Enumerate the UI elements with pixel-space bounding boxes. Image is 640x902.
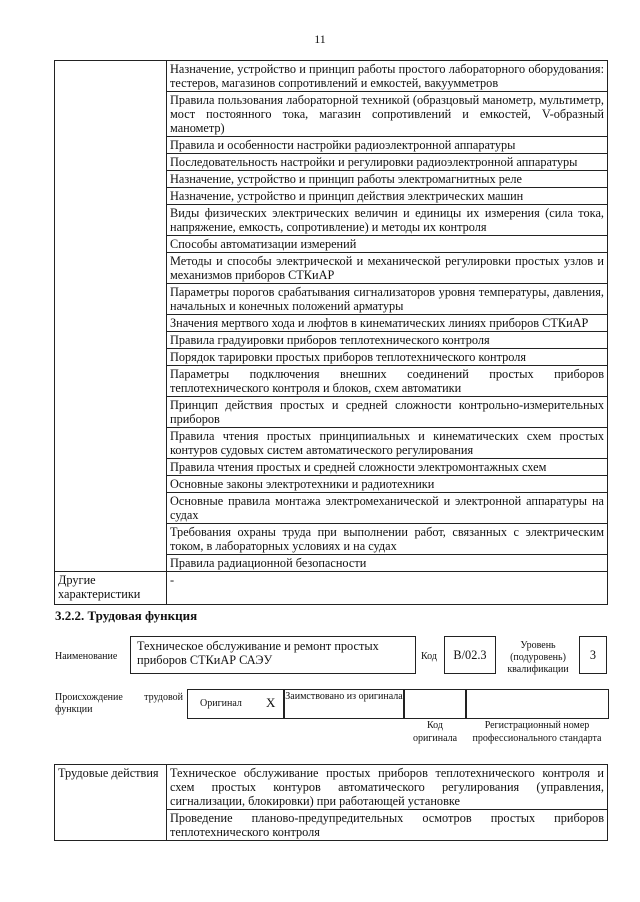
knowledge-item: Параметры порогов срабатывания сигнализаторов уровня температуры, давления, начальных и конечных положений арматуры [167,284,608,315]
knowledge-item: Порядок тарировки простых приборов теплотехнического контроля [167,349,608,366]
table-row [55,61,608,92]
labor-actions-table [54,764,608,841]
table-row [55,765,608,810]
knowledge-item: Правила чтения простых принципиальных и кинематических схем простых контуров судовых систем автоматического регулирования [167,428,608,459]
knowledge-table [54,60,608,605]
knowledge-item: Правила пользования лабораторной техникой (образцовый манометр, мультиметр, мост постоянного тока, магазин сопротивлений и емкостей, V-образный манометр) [167,92,608,137]
borrowed-cell [283,689,405,719]
knowledge-item: Виды физических электрических величин и единицы их измерения (сила тока, напряжение, емкость, сопротивление) и методы их контроля [167,205,608,236]
knowledge-item: Правила чтения простых и средней сложности электромонтажных схем [167,459,608,476]
labor-actions-label: Трудовые действия [55,765,167,841]
original-code-caption: Код оригинала [412,720,458,744]
other-characteristics-label: Другие характеристики [55,572,167,605]
knowledge-item: Методы и способы электрической и механической регулировки простых узлов и механизмов приборов СТКиАР [167,253,608,284]
knowledge-item: Последовательность настройки и регулировки радиоэлектронной аппаратуры [167,154,608,171]
knowledge-label-cell [55,61,167,572]
knowledge-item: Требования охраны труда при выполнении работ, связанных с электрическим током, в лабораторных условиях и на судах [167,524,608,555]
knowledge-item: Правила и особенности настройки радиоэлектронной аппаратуры [167,137,608,154]
knowledge-item: Способы автоматизации измерений [167,236,608,253]
level-label: Уровень (подуровень) квалификации [507,640,569,675]
knowledge-item: Правила радиационной безопасности [167,555,608,572]
code-value: B/02.3 [444,636,496,674]
borrowed-label: Заимствовано из оригинала [285,691,403,702]
registration-number-cell [465,689,609,719]
labor-action-item: Проведение планово-предупредительных осмотров простых приборов теплотехнического контроля [167,810,608,841]
knowledge-item: Основные законы электротехники и радиотехники [167,476,608,493]
knowledge-item: Правила градуировки приборов теплотехнического контроля [167,332,608,349]
function-name-value: Техническое обслуживание и ремонт простых приборов СТКиАР САЭУ [137,639,379,667]
knowledge-item: Значения мертвого хода и люфтов в кинематических линиях приборов СТКиАР [167,315,608,332]
knowledge-item: Назначение, устройство и принцип работы электромагнитных реле [167,171,608,188]
knowledge-item: Назначение, устройство и принцип действия электрических машин [167,188,608,205]
knowledge-item: Принцип действия простых и средней сложности контрольно-измерительных приборов [167,397,608,428]
level-value: 3 [579,636,607,674]
section-title: 3.2.2. Трудовая функция [55,608,198,623]
origin-label: Происхождение трудовой функции [55,692,183,715]
original-cell [187,689,285,719]
table-row [55,572,608,605]
page-number: 11 [314,32,326,46]
knowledge-item: Назначение, устройство и принцип работы простого лабораторного оборудования: тестеров, магазинов сопротивлений и емкостей, вакуумметров [167,61,608,92]
registration-caption: Регистрационный номер профессионального стандарта [472,720,602,744]
other-characteristics-value: - [167,572,608,605]
original-code-cell [403,689,467,719]
original-label: Оригинал [200,698,242,709]
knowledge-item: Параметры подключения внешних соединений простых приборов теплотехнического контроля и блоков, схем автоматики [167,366,608,397]
labor-action-item: Техническое обслуживание простых приборов теплотехнического контроля и схем простых контуров автоматического регулирования (управления, сигнализации, блокировки) при работающей установке [167,765,608,810]
code-label: Код [421,651,437,662]
original-mark: X [266,695,276,710]
function-name-box [130,636,416,674]
name-label: Наименование [55,651,118,662]
knowledge-item: Основные правила монтажа электромеханической и электронной аппаратуры на судах [167,493,608,524]
